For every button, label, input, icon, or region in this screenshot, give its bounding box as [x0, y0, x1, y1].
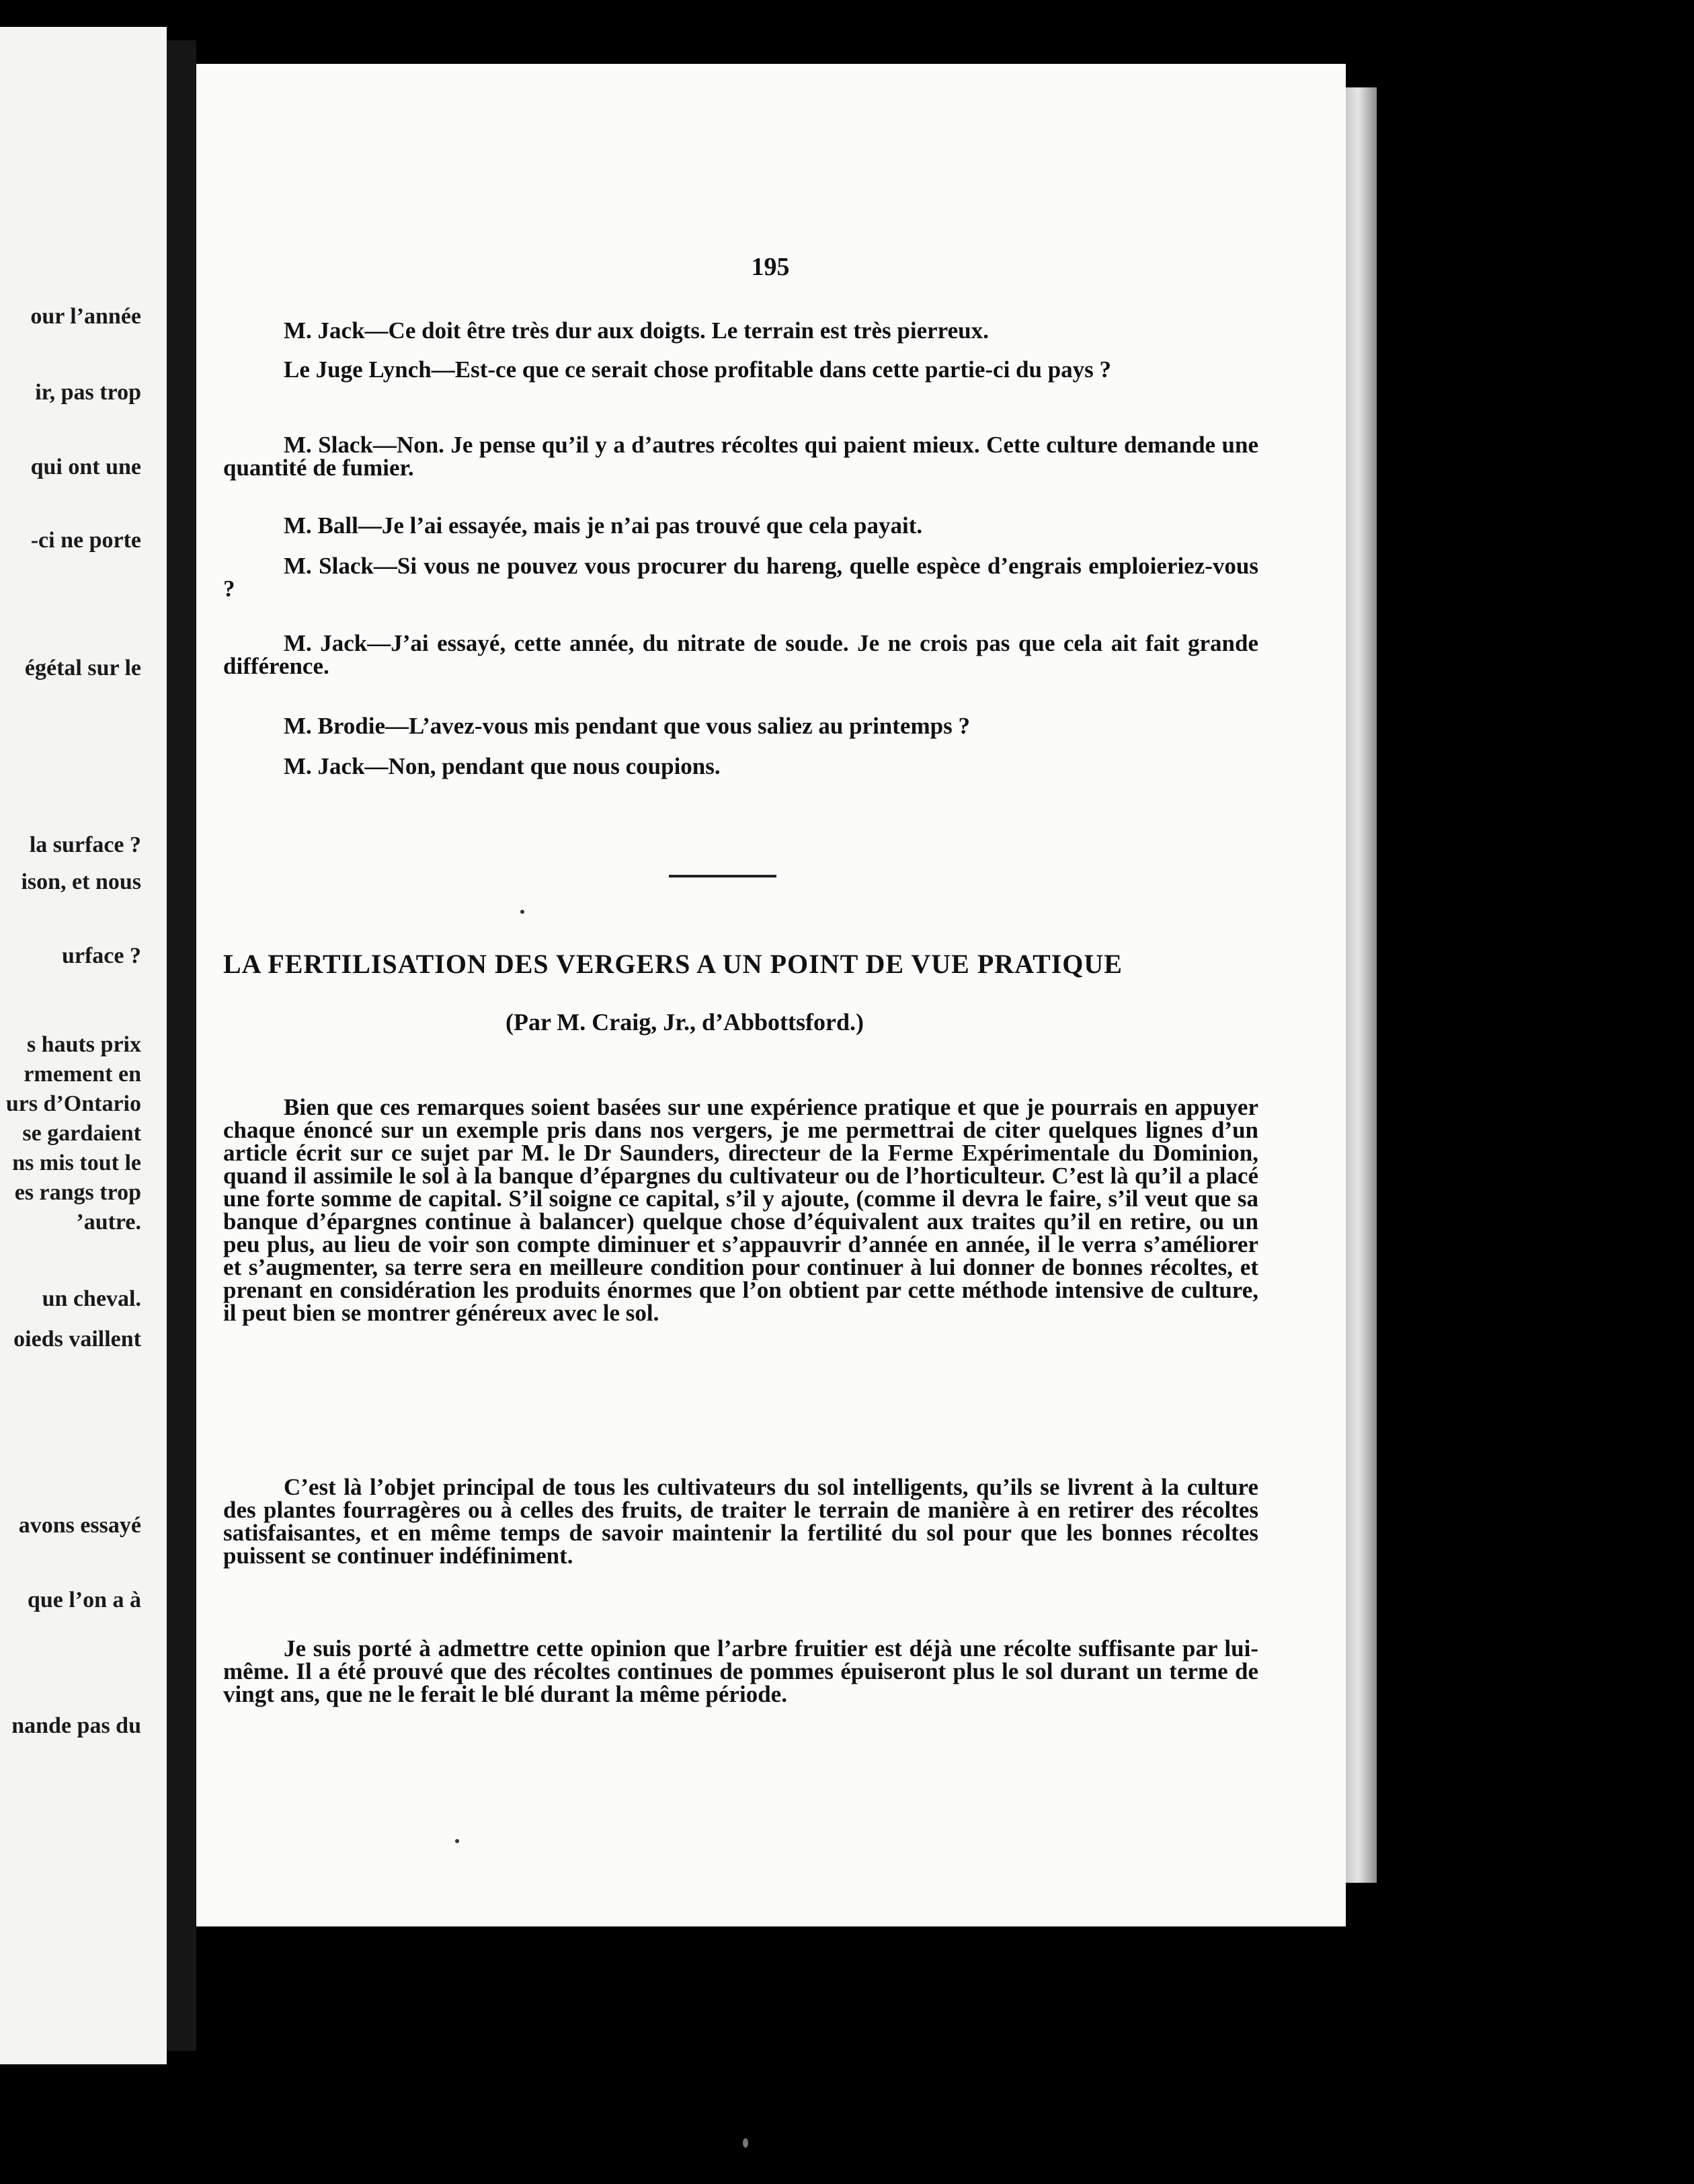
speaker-name: M. Jack: [284, 753, 365, 779]
article-byline: (Par M. Craig, Jr., d’Abbottsford.): [506, 1009, 864, 1036]
print-speck: [455, 1839, 459, 1843]
left-text-fragment: ir, pas trop: [35, 380, 141, 405]
dialogue-text: —J’ai essayé, cette année, du nitrate de soude. Je ne crois pas que cela ait fait grande différence.: [223, 630, 1259, 679]
left-text-fragment: rmement en: [24, 1062, 141, 1087]
dialogue-text: —Non. Je pense qu’il y a d’autres récoltes qui paient mieux. Cette culture demande une quantité de fumier.: [223, 432, 1258, 481]
left-text-fragment: s hauts prix: [26, 1032, 141, 1057]
dialogue-line: [223, 715, 1258, 738]
page-edge: [1346, 87, 1377, 1883]
left-text-fragment: urface ?: [61, 943, 141, 968]
speaker-name: M. Jack: [284, 317, 365, 344]
left-text-fragment: ison, et nous: [21, 869, 141, 894]
dialogue-line: [223, 434, 1258, 479]
speaker-name: M. Slack: [284, 432, 373, 458]
left-text-fragment: urs d’Ontario: [5, 1091, 141, 1116]
left-text-fragment: nande pas du: [11, 1713, 141, 1738]
print-speck: [520, 910, 524, 914]
dialogue-text: —L’avez-vous mis pendant que vous saliez au printemps ?: [385, 713, 970, 739]
page-number: 195: [751, 253, 790, 281]
article-title: LA FERTILISATION DES VERGERS A UN POINT DE VUE PRATIQUE: [223, 949, 1123, 979]
dialogue-text: —Si vous ne pouvez vous procurer du hareng, quelle espèce d’engrais emploieriez-vous ?: [223, 553, 1258, 602]
left-text-fragment: ns mis tout le: [12, 1150, 141, 1175]
left-text-fragment: qui ont une: [30, 455, 141, 479]
left-text-fragment: égétal sur le: [24, 656, 141, 680]
left-text-fragment: ’autre.: [76, 1210, 141, 1235]
article-paragraph: Je suis porté à admettre cette opinion que l’arbre fruitier est déjà une récolte suffisante par lui-même. Il a été prouvé que des récoltes continues de pommes épuiseront plus le sol durant un terme de vingt ans, que ne le ferait le blé durant la même période.: [223, 1635, 1258, 1707]
speaker-name: M. Brodie: [284, 713, 386, 739]
left-text-fragment: -ci ne porte: [30, 528, 141, 553]
dialogue-line: [223, 755, 1258, 778]
speaker-name: Le Juge Lynch: [284, 356, 432, 383]
left-text-fragment: se gardaient: [22, 1121, 141, 1146]
article-paragraph: Bien que ces remarques soient basées sur une expérience pratique et que je pourrais en appuyer chaque énoncé sur un exemple pris dans nos vergers, je me permettrai de citer quelques lignes d’un article écrit sur ce sujet par M. le Dr Saunders, directeur de la Ferme Expérimentale du Dominion, quand il assimile le sol à la banque d’épargnes du cultivateur ou de l’horticulteur. C’est là qu’il a placé une forte somme de capital. S’il soigne ce capital, s’il y ajoute, (comme il devra le faire, s’il veut que sa banque d’épargnes continue à balancer) quelque chose d’équivalent aux traites qu’il en retire, ou un peu plus, au lieu de voir son compte diminuer et s’appauvrir d’année en année, il le verra s’améliorer et s’augmenter, sa terre sera en meilleure condition pour continuer à lui donner de bonnes récoltes, et prenant en considération les produits énormes que l’on obtient par cette méthode intensive de culture, il peut bien se montrer généreux avec le sol.: [223, 1094, 1258, 1326]
dialogue-text: —Je l’ai essayée, mais je n’ai pas trouvé que cela payait.: [358, 512, 923, 539]
speaker-name: M. Slack: [284, 553, 374, 579]
dialogue-line: [223, 514, 1258, 537]
left-text-fragment: que l’on a à: [27, 1588, 141, 1612]
left-text-fragment: es rangs trop: [14, 1180, 141, 1205]
book-gutter: [167, 40, 196, 2051]
dialogue-text: —Est-ce que ce serait chose profitable dans cette partie-ci du pays ?: [431, 356, 1112, 383]
left-text-fragment: our l’année: [30, 304, 141, 329]
article-paragraph: C’est là l’objet principal de tous les cultivateurs du sol intelligents, qu’ils se livrent à la culture des plantes fourragères ou à celles des fruits, de traiter le terrain de manière à en retirer des récoltes satisfaisantes, et en même temps de savoir maintenir la fertilité du sol pour que les bonnes récoltes puissent se continuer indéfiniment.: [223, 1474, 1258, 1569]
document-page: [196, 64, 1346, 1926]
left-page-fragment: [0, 27, 167, 2064]
speaker-name: M. Jack: [284, 630, 368, 656]
left-text-fragment: la surface ?: [29, 832, 141, 857]
dialogue-text: —Ce doit être très dur aux doigts. Le terrain est très pierreux.: [364, 317, 989, 344]
dialogue-text: —Non, pendant que nous coupions.: [364, 753, 721, 779]
left-text-fragment: oieds vaillent: [13, 1327, 141, 1352]
dialogue-line: [223, 319, 1258, 342]
dialogue-line: [223, 358, 1258, 381]
print-speck: [743, 2138, 748, 2148]
dialogue-line: [223, 555, 1258, 600]
speaker-name: M. Ball: [284, 512, 358, 539]
left-text-fragment: avons essayé: [18, 1513, 141, 1538]
left-text-fragment: un cheval.: [42, 1286, 141, 1311]
dialogue-line: [223, 632, 1258, 678]
section-separator: [669, 875, 776, 878]
